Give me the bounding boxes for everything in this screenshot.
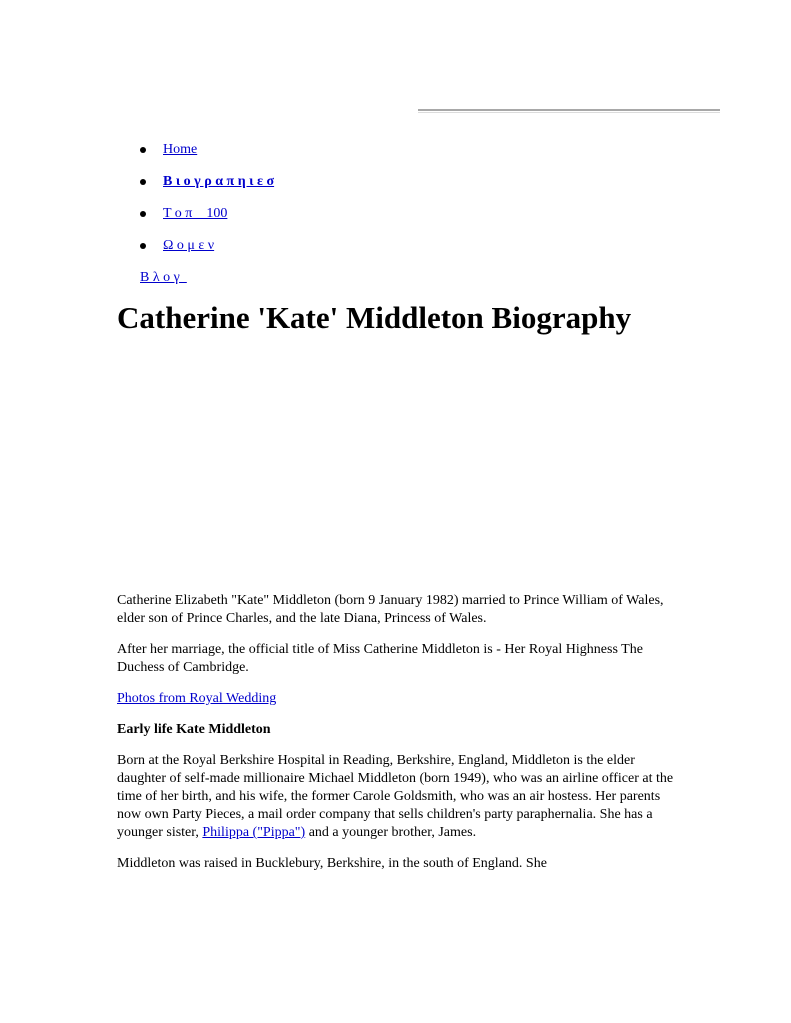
nav-link-home[interactable]: Home	[163, 142, 198, 157]
nav-item-biographies	[140, 171, 274, 203]
nav-item-home	[140, 139, 274, 171]
early-life-paragraph	[117, 752, 677, 842]
nav-item-top-100	[140, 203, 274, 235]
nav-link-top-100[interactable]: Τ ο π 100	[163, 206, 228, 221]
header-divider	[418, 109, 720, 113]
upbringing-paragraph: Middleton was raised in Bucklebury, Berkshire, in the south of England. She	[117, 856, 547, 871]
photos-link[interactable]: Photos from Royal Wedding	[117, 691, 277, 706]
page-title: Catherine 'Kate' Middleton Biography	[117, 300, 632, 335]
section-heading-early-life: Early life Kate Middleton	[117, 722, 271, 737]
nav-link-biographies[interactable]: Β ι ο γ ρ α π η ι ε σ	[163, 174, 275, 189]
nav-item-women	[140, 235, 274, 267]
title-paragraph: After her marriage, the official title of Miss Catherine Middleton is - Her Royal Highness The Duchess of Cambridge.	[117, 642, 643, 675]
intro-paragraph: Catherine Elizabeth "Kate" Middleton (born 9 January 1982) married to Prince William of Wales, elder son of Prince Charles, and the late Diana, Princess of Wales.	[117, 593, 664, 626]
pippa-link[interactable]: Philippa ("Pippa")	[202, 825, 306, 840]
photos-paragraph	[117, 690, 677, 708]
blog-link[interactable]: Β λ ο γ	[140, 270, 187, 285]
main-nav	[140, 139, 274, 267]
nav-link-women[interactable]: Ω ο μ ε ν	[163, 238, 215, 253]
early-life-text-1: Born at the Royal Berkshire Hospital in Reading, Berkshire, England, Middleton is the elder daughter of self-made millionaire Michael Middleton (born 1949), who was an airline officer at the time of her birth, and his wife, the former Carole Goldsmith, who was an air hostess. Her parents now own Party Pieces, a mail order company that sells children's party paraphernalia. She has a younger sister,	[117, 753, 674, 840]
article-body	[117, 592, 677, 886]
early-life-text-2: and a younger brother, James.	[305, 825, 477, 840]
